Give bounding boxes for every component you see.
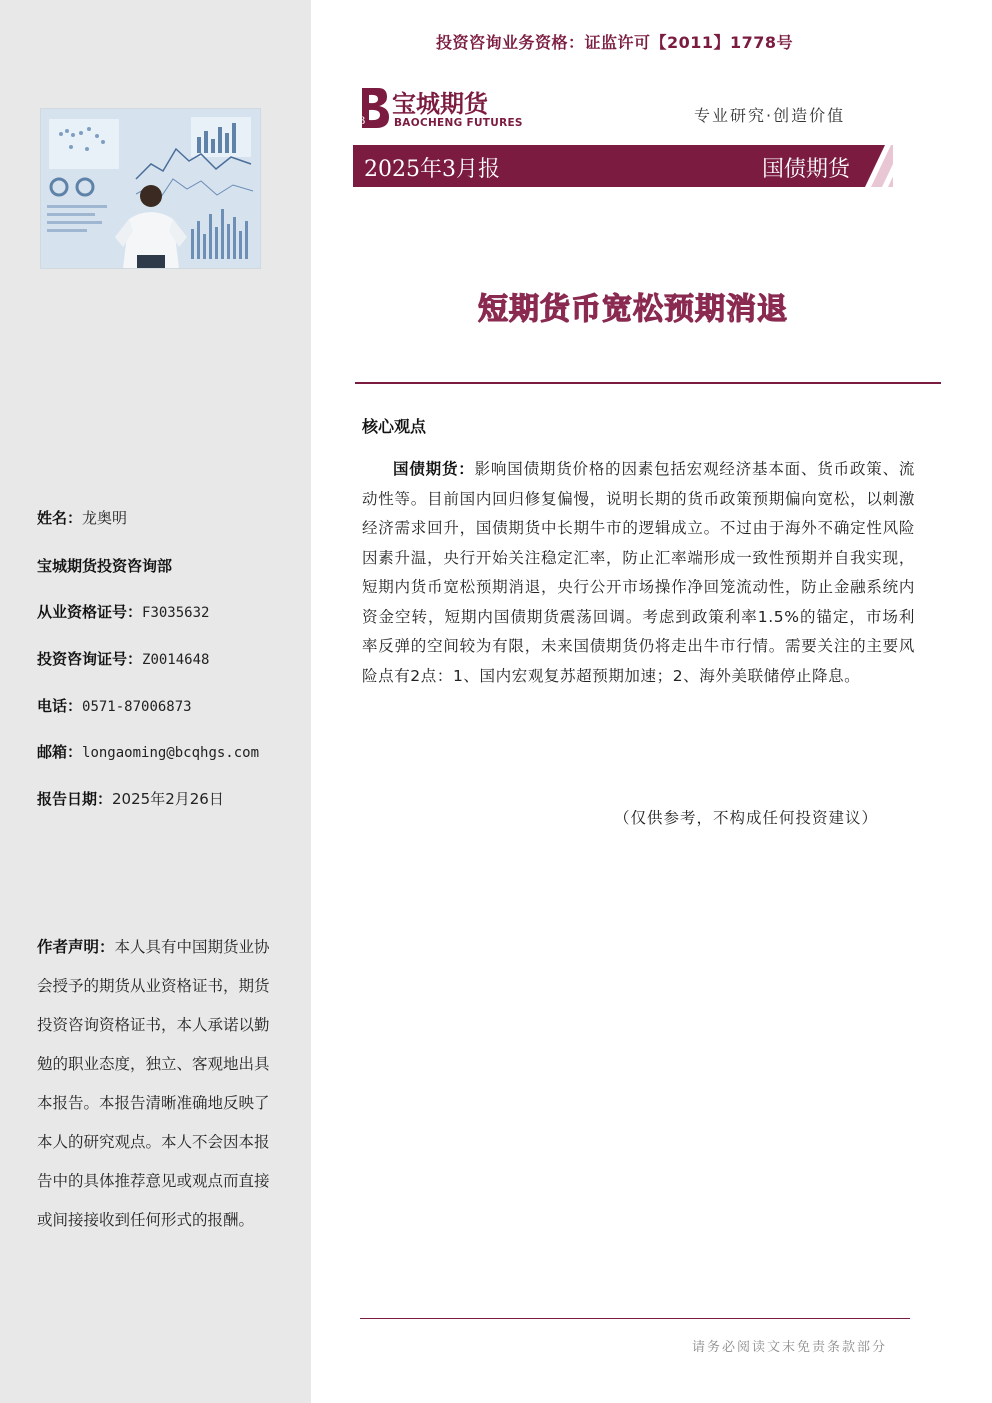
footer-divider xyxy=(360,1318,910,1319)
report-title: 短期货币宽松预期消退 xyxy=(478,292,788,327)
email xyxy=(37,742,259,763)
author-name xyxy=(37,508,127,528)
advisory-cert-label: 投资咨询证号： xyxy=(37,650,143,668)
qualification-cert-value: F3035632 xyxy=(142,605,210,621)
report-date-value: 2025年2月26日 xyxy=(112,790,224,808)
logo-mark-icon xyxy=(356,84,390,130)
license-statement: 投资咨询业务资格：证监许可【2011】1778号 xyxy=(436,33,794,52)
logo-en-text: BAOCHENG FUTURES xyxy=(394,117,523,129)
report-period: 2025年3月报 xyxy=(364,157,500,182)
title-divider xyxy=(355,382,941,384)
report-date xyxy=(37,789,224,809)
department xyxy=(37,556,172,576)
email-value[interactable]: longaoming@bcqhgs.com xyxy=(82,745,260,761)
department-value: 宝城期货投资咨询部 xyxy=(37,557,173,575)
qualification-cert xyxy=(37,602,209,623)
author-name-label: 姓名： xyxy=(37,509,83,527)
phone-label: 电话： xyxy=(37,697,83,715)
slogan: 专业研究·创造价值 xyxy=(694,106,846,125)
footer-notice: 请务必阅读文末免责条款部分 xyxy=(692,1340,888,1355)
company-logo xyxy=(356,84,526,134)
analyst-dashboard-image xyxy=(40,108,261,269)
logo-cn-text: 宝城期货 xyxy=(392,89,488,118)
section-heading: 核心观点 xyxy=(362,417,427,436)
logo-mark-letter: B xyxy=(358,116,366,127)
paragraph-text: 影响国债期货价格的因素包括宏观经济基本面、货币政策、流动性等。目前国内回归修复偏慢，说明长期的货币政策预期偏向宽松，以刺激经济需求回升，国债期货中长期牛市的逻辑成立。不过由于海外不确定性风险因素升温，央行开始关注稳定汇率，防止汇率端形成一致性预期并自我实现，短期内货币宽松预期消退，央行公开市场操作净回笼流动性，防止金融系统内资金空转，短期内国债期货震荡回调。考虑到政策利率1.5%的锚定，市场利率反弹的空间较为有限，未来国债期货仍将走出牛市行情。需要关注的主要风险点有2点：1、国内宏观复苏超预期加速；2、海外美联储停止降息。 xyxy=(362,460,915,685)
disclaimer: （仅供参考，不构成任何投资建议） xyxy=(614,809,879,827)
phone-value: 0571-87006873 xyxy=(82,699,192,715)
phone xyxy=(37,696,192,717)
advisory-cert-value: Z0014648 xyxy=(142,652,210,668)
core-view-paragraph xyxy=(362,455,915,691)
paragraph-label: 国债期货： xyxy=(393,460,475,478)
report-category: 国债期货 xyxy=(762,157,851,182)
declaration-text: 本人具有中国期货业协会授予的期货从业资格证书，期货投资咨询资格证书，本人承诺以勤勉的职业态度，独立、客观地出具本报告。本报告清晰准确地反映了本人的研究观点。本人不会因本报告中的具体推荐意见或观点而直接或间接接收到任何形式的报酬。 xyxy=(37,938,270,1229)
author-name-value: 龙奥明 xyxy=(82,509,128,527)
dashboard-illustration xyxy=(41,109,260,268)
declaration-label: 作者声明： xyxy=(37,938,115,956)
advisory-cert xyxy=(37,649,209,670)
email-label: 邮箱： xyxy=(37,743,83,761)
qualification-cert-label: 从业资格证号： xyxy=(37,603,143,621)
author-declaration xyxy=(37,928,272,1240)
report-date-label: 报告日期： xyxy=(37,790,113,808)
